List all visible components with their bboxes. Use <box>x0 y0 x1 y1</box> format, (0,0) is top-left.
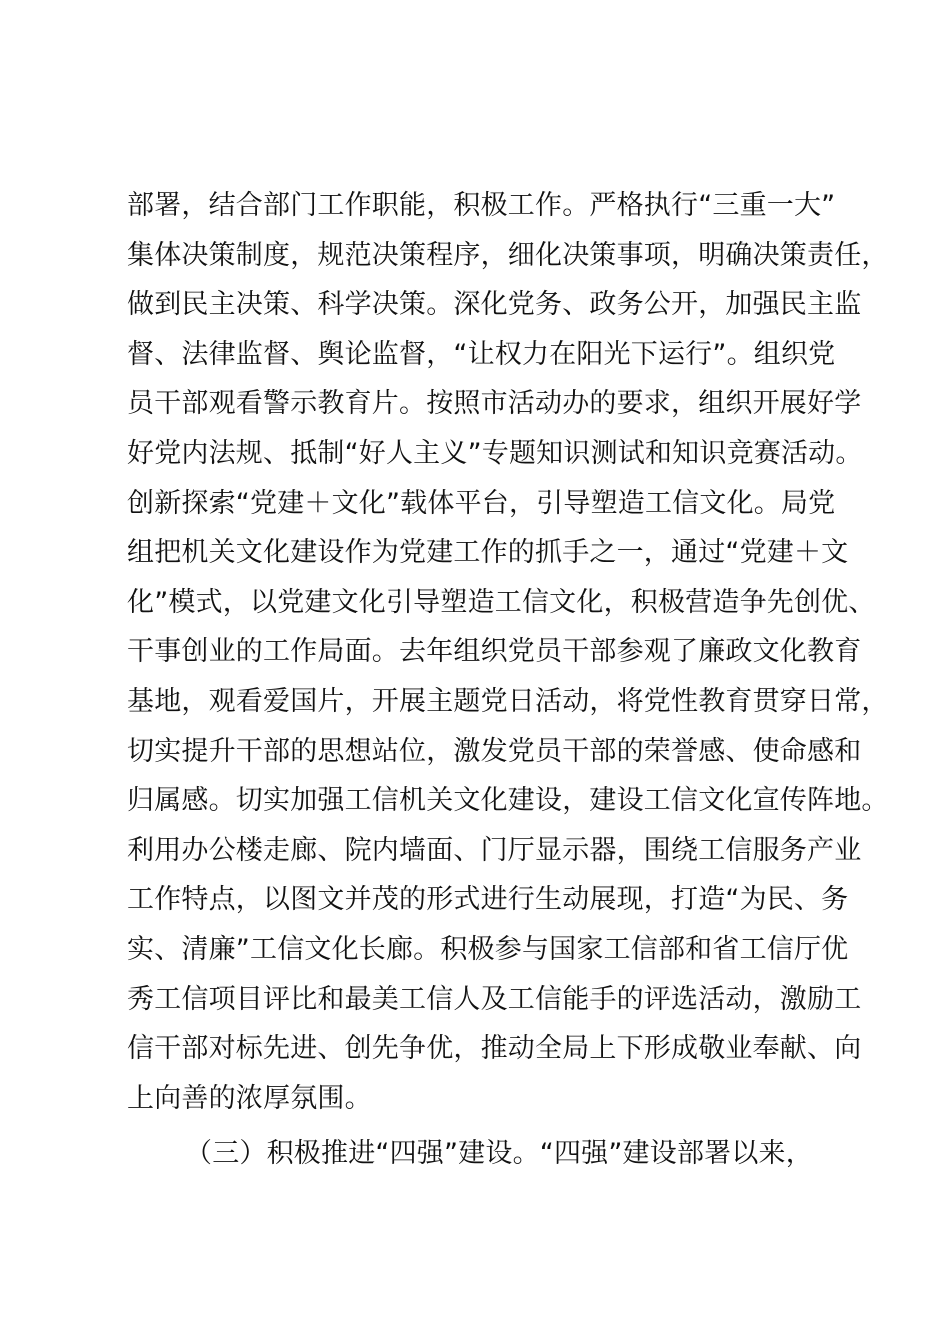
text-line: 工作特点，以图文并茂的形式进行生动展现，打造“为民、务 <box>127 884 849 916</box>
text-line: 化”模式，以党建文化引导塑造工信文化，积极营造争先创优、 <box>127 586 876 618</box>
text-line: 信干部对标先进、创先争优，推动全局上下形成敬业奉献、向 <box>127 1033 862 1065</box>
text-line: 利用办公楼走廊、院内墙面、门厅显示器，围绕工信服务产业 <box>127 834 862 866</box>
text-line: 归属感。切实加强工信机关文化建设，建设工信文化宣传阵地。 <box>127 785 889 817</box>
text-line: 基地，观看爱国片，开展主题党日活动，将党性教育贯穿日常， <box>127 685 889 717</box>
text-line: 上向善的浓厚氛围。 <box>127 1082 372 1114</box>
text-line: 组把机关文化建设作为党建工作的抓手之一，通过“党建＋文 <box>127 537 849 569</box>
text-line: 督、法律监督、舆论监督，“让权力在阳光下运行”。组织党 <box>127 338 836 370</box>
text-line: 员干部观看警示教育片。按照市活动办的要求，组织开展好学 <box>127 388 862 420</box>
text-line: 部署，结合部门工作职能，积极工作。严格执行“三重一大” <box>127 190 836 221</box>
text-line: 创新探索“党建＋文化”载体平台，引导塑造工信文化。局党 <box>127 487 836 519</box>
text-line: 干事创业的工作局面。去年组织党员干部参观了廉政文化教育 <box>127 636 862 668</box>
text-line: 做到民主决策、科学决策。深化党务、政务公开，加强民主监 <box>127 289 862 321</box>
section-heading-line: （三）积极推进“四强”建设。“四强”建设部署以来， <box>185 1138 813 1169</box>
text-line: 秀工信项目评比和最美工信人及工信能手的评选活动，激励工 <box>127 983 862 1015</box>
body-paragraph <box>127 181 889 1123</box>
text-line: 实、清廉”工信文化长廊。积极参与国家工信部和省工信厅优 <box>127 933 849 965</box>
text-line: 好党内法规、抵制“好人主义”专题知识测试和知识竞赛活动。 <box>127 437 863 469</box>
text-line: 集体决策制度，规范决策程序，细化决策事项，明确决策责任， <box>127 239 889 271</box>
text-line: 切实提升干部的思想站位，激发党员干部的荣誉感、使命感和 <box>127 735 862 767</box>
